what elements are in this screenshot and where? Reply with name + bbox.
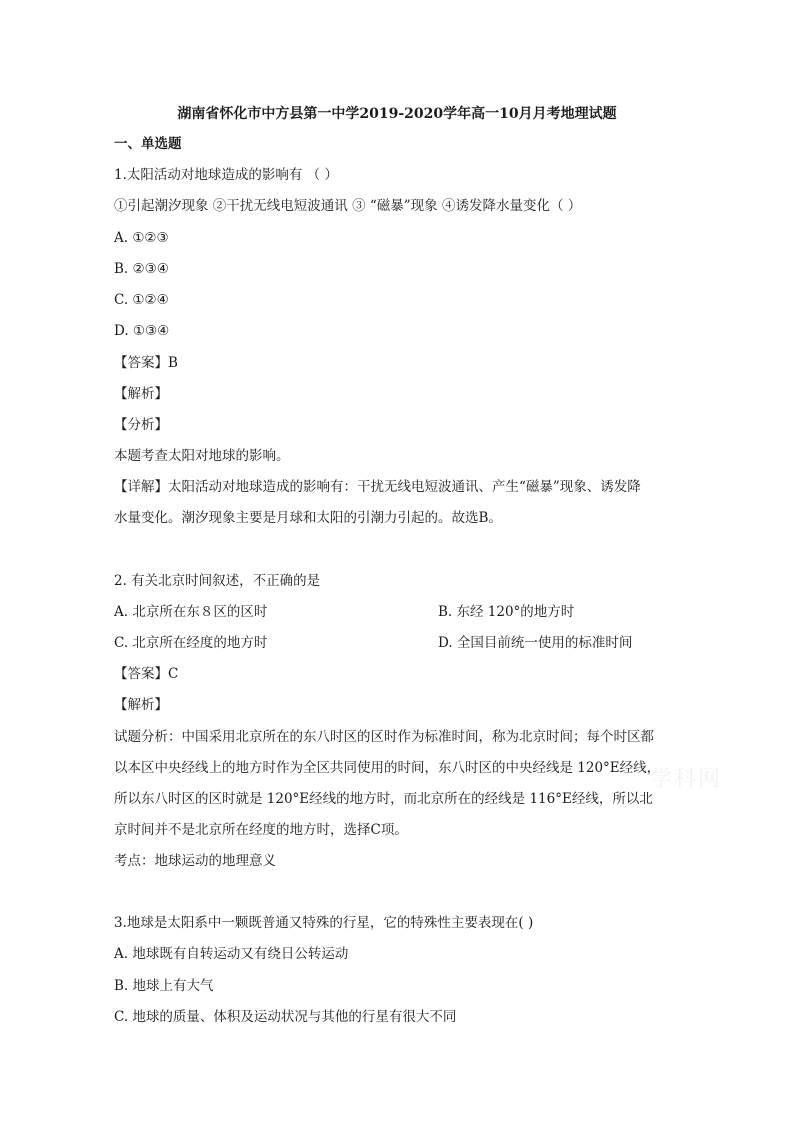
- detail-text: 太阳活动对地球造成的影响有：干扰无线电短波通讯、产生“磁暴”现象、诱发降: [168, 479, 641, 495]
- question-1-option-a: A. ①②③: [114, 230, 169, 246]
- question-2-analysis-line-2: 以本区中央经线上的地方时作为全区共同使用的时间，东八时区的中央经线是 120°E经线，: [114, 760, 661, 776]
- question-1-detail-line-2: 水量变化。潮汐现象主要是月球和太阳的引潮力引起的。故选B。: [114, 510, 502, 526]
- page-title: 湖南省怀化市中方县第一中学2019-2020学年高一10月月考地理试题: [177, 106, 617, 122]
- question-1-fenxi-text: 本题考查太阳对地球的影响。: [114, 448, 290, 464]
- question-2-answer: 【答案】C: [114, 666, 179, 682]
- question-1-items: ①引起潮汐现象 ②干扰无线电短波通讯 ③ “磁暴”现象 ④诱发降水量变化（ ）: [114, 198, 582, 214]
- question-2-analysis-label: 【解析】: [114, 697, 168, 713]
- question-1-fenxi-label: 【分析】: [114, 417, 168, 433]
- question-2-analysis-line-1: 试题分析：中国采用北京所在的东八时区的区时作为标准时间，称为北京时间；每个时区都: [114, 729, 654, 745]
- detail-label: 【详解】: [114, 479, 168, 495]
- question-3-option-b: B. 地球上有大气: [114, 978, 214, 994]
- question-1-analysis-label: 【解析】: [114, 386, 168, 402]
- question-1-stem: 1.太阳活动对地球造成的影响有 （ ）: [114, 167, 338, 183]
- question-3-option-c: C. 地球的质量、体积及运动状况与其他的行星有很大不同: [114, 1009, 457, 1025]
- question-1-answer: 【答案】B: [114, 355, 178, 371]
- section-heading: 一、单选题: [114, 136, 182, 152]
- question-1-option-c: C. ①②④: [114, 292, 169, 308]
- question-2-analysis-line-3: 所以东八时区的区时就是 120°E经线的地方时，而北京所在的经线是 116°E经线，所以北: [114, 791, 653, 807]
- question-1-detail-line-1: [114, 477, 641, 497]
- question-1-option-b: B. ②③④: [114, 261, 169, 277]
- question-3-stem: 3.地球是太阳系中一颗既普通又特殊的行星，它的特殊性主要表现在( ): [114, 915, 534, 931]
- question-2-option-b: B. 东经 120°的地方时: [438, 604, 575, 620]
- question-2-analysis-line-4: 京时间并不是北京所在经度的地方时，选择C项。: [114, 822, 408, 838]
- question-2-option-d: D. 全国目前统一使用的标准时间: [438, 635, 633, 651]
- question-2-option-c: C. 北京所在经度的地方时: [114, 635, 268, 651]
- question-2-stem: 2. 有关北京时间叙述，不正确的是: [114, 573, 321, 589]
- question-1-option-d: D. ①③④: [114, 323, 170, 339]
- question-3-option-a: A. 地球既有自转运动又有绕日公转运动: [114, 946, 349, 962]
- watermark: 学科网: [650, 767, 723, 792]
- question-2-kaodian: 考点：地球运动的地理意义: [114, 853, 276, 869]
- question-2-option-a: A. 北京所在东８区的区时: [114, 604, 268, 620]
